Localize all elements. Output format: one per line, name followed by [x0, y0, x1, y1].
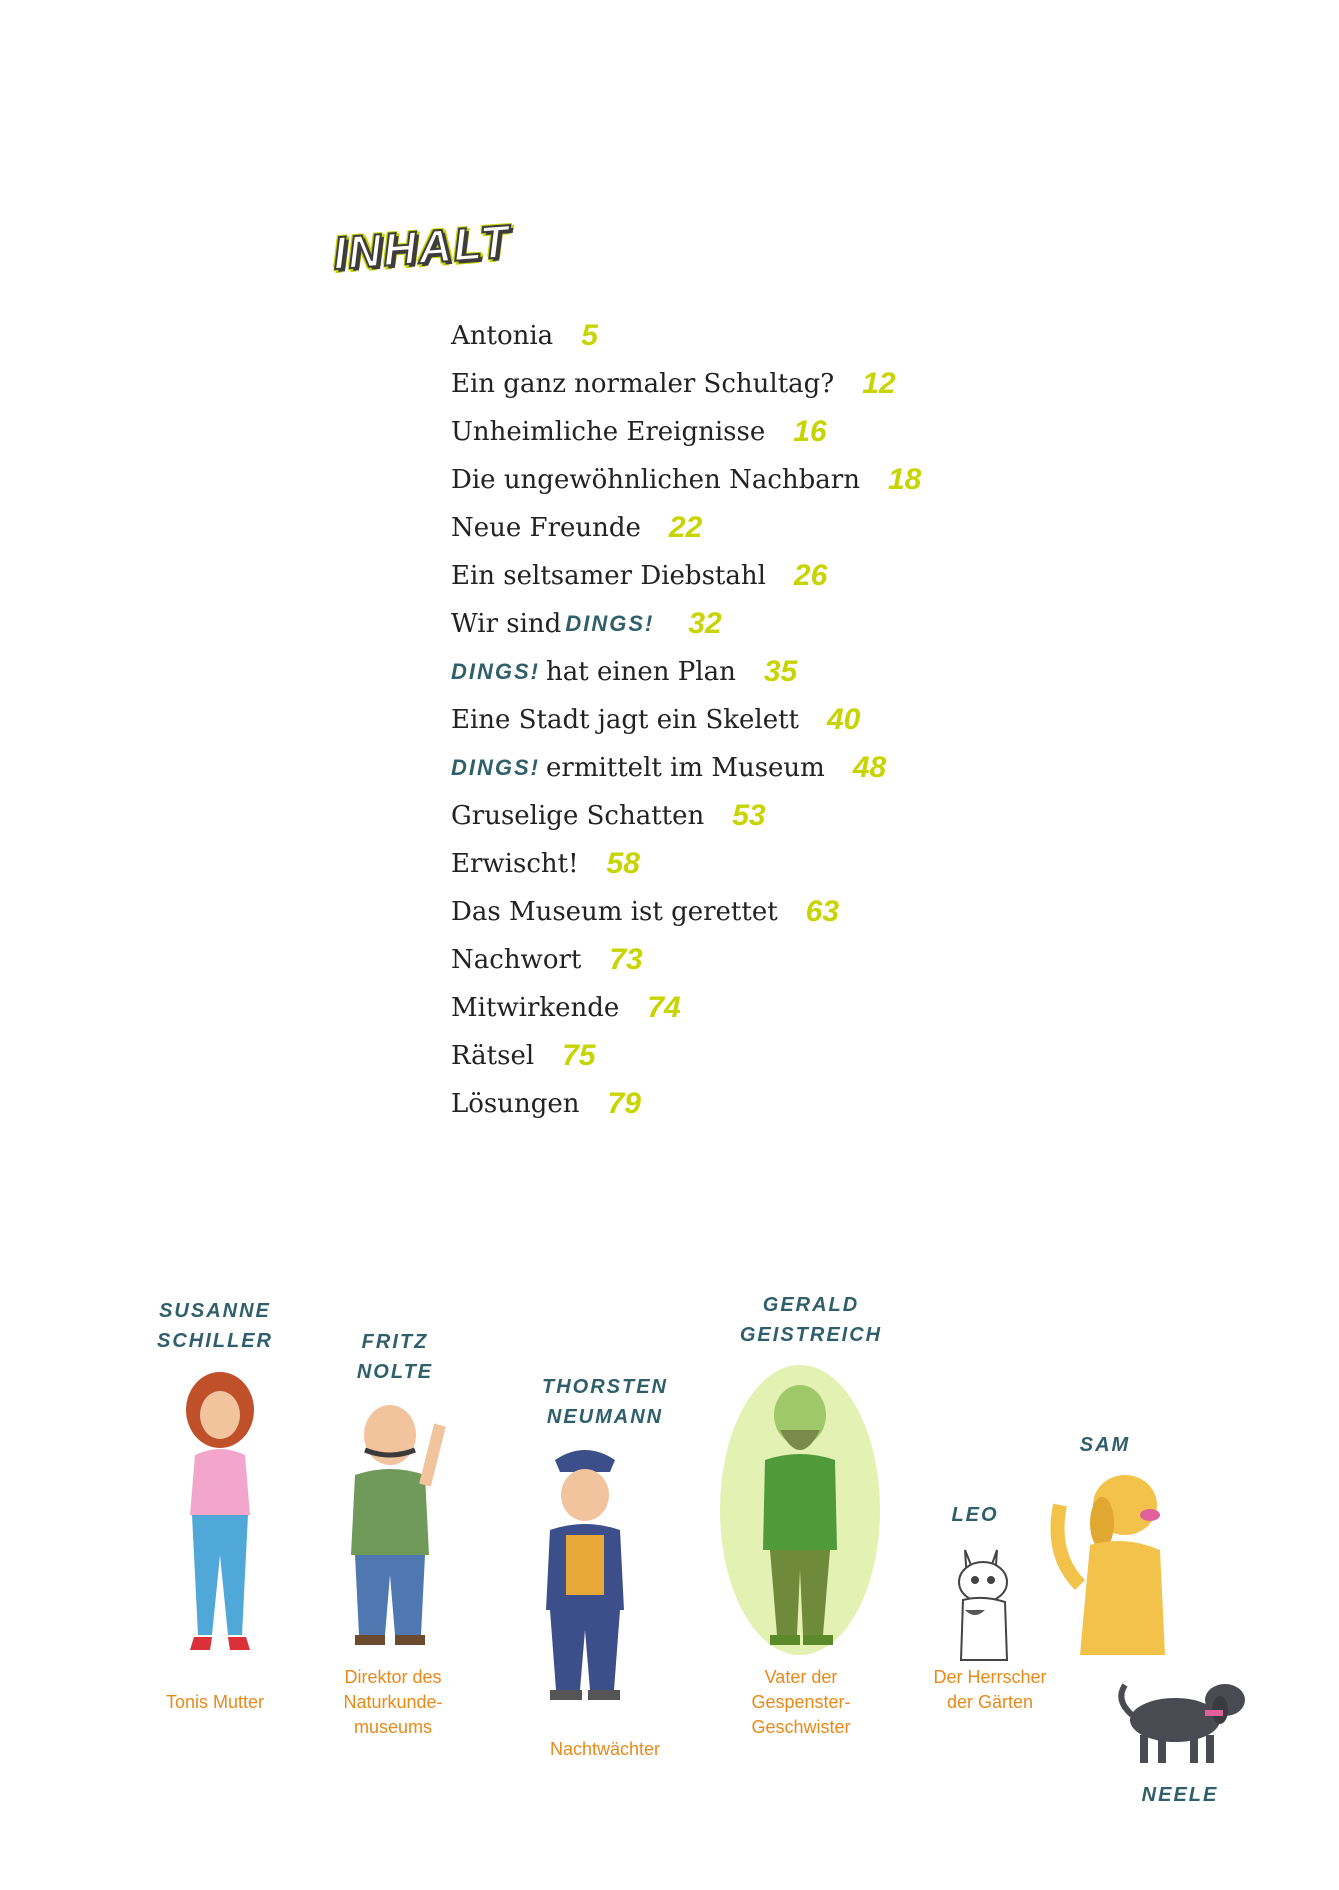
fritz-illustration: [325, 1395, 465, 1655]
toc-entry[interactable]: [451, 456, 921, 504]
character-name-fritz: [330, 1327, 460, 1387]
toc-page-number: 26: [793, 559, 828, 592]
toc-entry[interactable]: [451, 888, 921, 936]
toc-entry[interactable]: [451, 840, 921, 888]
toc-page-number: 58: [606, 847, 640, 880]
toc-label: Ein seltsamer Diebstahl: [451, 561, 766, 591]
caption-line: Naturkunde-: [343, 1692, 443, 1712]
toc-page-number: 48: [852, 751, 887, 784]
toc-page-number: 5: [581, 319, 598, 352]
toc-page-number: 32: [688, 607, 722, 640]
character-name-line: NOLTE: [356, 1361, 434, 1383]
toc-page-number: 53: [732, 799, 766, 832]
thorsten-illustration: [510, 1440, 660, 1710]
toc-label: hat einen Plan: [546, 657, 736, 687]
character-name-line: GERALD: [762, 1294, 860, 1316]
toc-page-number: 35: [763, 655, 798, 688]
toc-entry[interactable]: [451, 648, 921, 696]
toc-label: Nachwort: [451, 945, 582, 975]
toc-entry[interactable]: [451, 504, 921, 552]
toc-label: Wir sind: [451, 609, 562, 639]
toc-label: Mitwirkende: [451, 993, 620, 1023]
susanne-illustration: [150, 1365, 290, 1665]
toc-page-number: 40: [827, 703, 861, 736]
gerald-illustration: [715, 1360, 885, 1660]
toc-entry[interactable]: [451, 744, 921, 792]
toc-label: ermittelt im Museum: [546, 753, 825, 783]
toc-entry[interactable]: [451, 312, 921, 360]
character-caption-sam: [915, 1665, 1065, 1715]
toc-page-number: 73: [609, 943, 643, 976]
toc-label: Lösungen: [451, 1089, 580, 1119]
character-name-thorsten: [520, 1372, 690, 1432]
character-caption-susanne: [140, 1690, 290, 1715]
character-name-line: GEISTREICH: [739, 1324, 883, 1346]
neele-dachshund-illustration: [1110, 1665, 1260, 1775]
toc-label: Das Museum ist gerettet: [451, 897, 778, 927]
toc-page-number: 18: [887, 463, 922, 496]
toc-label: Antonia: [451, 321, 554, 351]
toc-label: Gruselige Schatten: [451, 801, 705, 831]
character-name-line: SCHILLER: [157, 1330, 273, 1352]
toc-entry[interactable]: [451, 936, 921, 984]
caption-line: Nachtwächter: [549, 1739, 661, 1759]
toc-page-number: 79: [607, 1087, 641, 1120]
caption-line: Vater der: [764, 1667, 838, 1687]
dings-logo-text: DINGS!: [565, 611, 655, 636]
character-name-line: SUSANNE: [159, 1300, 271, 1322]
character-name-gerald: [726, 1290, 896, 1350]
character-name-sam: [1065, 1430, 1145, 1460]
character-name-susanne: [130, 1296, 300, 1356]
character-caption-gerald: [726, 1665, 876, 1740]
toc-page-number: 75: [562, 1039, 596, 1072]
character-name-leo: [945, 1500, 1005, 1530]
toc-entry[interactable]: [451, 408, 921, 456]
toc-page-number: 16: [793, 415, 827, 448]
caption-line: Direktor des: [344, 1667, 442, 1687]
character-name-line: NEUMANN: [546, 1406, 664, 1428]
toc-label: Unheimliche Ereignisse: [451, 417, 766, 447]
toc-entry[interactable]: [451, 1032, 921, 1080]
leo-cat-illustration: [935, 1540, 1035, 1670]
toc-entry[interactable]: [451, 360, 921, 408]
character-caption-thorsten: [520, 1737, 690, 1762]
caption-line: Der Herrscher: [933, 1667, 1047, 1687]
sam-dog-illustration: [1040, 1465, 1180, 1665]
page-title: INHALT: [331, 214, 512, 280]
character-name-line: THORSTEN: [542, 1376, 668, 1398]
caption-line: Tonis Mutter: [165, 1692, 265, 1712]
toc-label: Rätsel: [451, 1041, 535, 1071]
toc-page-number: 74: [647, 991, 681, 1024]
toc-label: Eine Stadt jagt ein Skelett: [451, 705, 799, 735]
caption-line: der Gärten: [946, 1692, 1034, 1712]
toc-entry[interactable]: [451, 600, 921, 648]
character-name-line: LEO: [951, 1504, 999, 1526]
toc-entry[interactable]: [451, 552, 921, 600]
toc-entry[interactable]: [451, 792, 921, 840]
toc-entry[interactable]: [451, 984, 921, 1032]
caption-line: Gespenster-: [751, 1692, 851, 1712]
toc-label: Ein ganz normaler Schultag?: [451, 369, 835, 399]
dings-logo-text: DINGS!: [451, 755, 540, 780]
toc-entry[interactable]: [451, 1080, 921, 1128]
toc-label: Neue Freunde: [451, 513, 641, 543]
character-caption-fritz: [318, 1665, 468, 1740]
character-name-line: FRITZ: [361, 1331, 429, 1353]
toc-page-number: 22: [668, 511, 703, 544]
character-name-line: SAM: [1079, 1434, 1131, 1456]
toc-page-number: 63: [805, 895, 840, 928]
toc-page-number: 12: [862, 367, 896, 400]
toc-label: Erwischt!: [451, 849, 579, 879]
toc-entry[interactable]: [451, 696, 921, 744]
caption-line: museums: [353, 1717, 433, 1737]
table-of-contents: [451, 312, 921, 1128]
toc-label: Die ungewöhnlichen Nachbarn: [451, 465, 860, 495]
caption-line: Geschwister: [751, 1717, 851, 1737]
character-name-neele: [1130, 1780, 1230, 1810]
dings-logo-text: DINGS!: [451, 659, 540, 684]
character-name-line: NEELE: [1141, 1784, 1219, 1806]
